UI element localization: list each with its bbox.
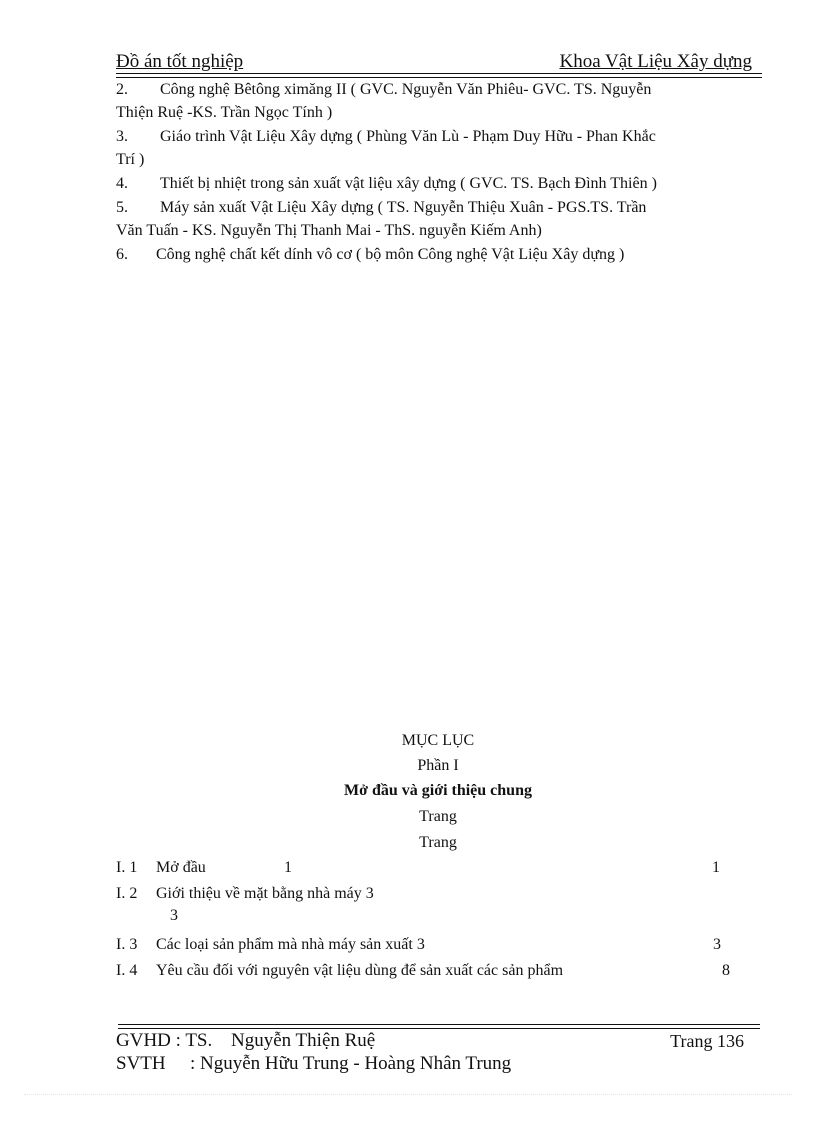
reference-continuation: Trí ) [116,151,145,168]
toc-part: Phần I [417,757,459,774]
reference-item [116,125,756,171]
reference-item [116,172,756,195]
reference-text: Công nghệ chất kết dính vô cơ ( bộ môn Công nghệ Vật Liệu Xây dựng ) [156,246,625,263]
footer-students-names: : Nguyễn Hữu Trung - Hoàng Nhân Trung [190,1053,512,1074]
reference-item [116,78,756,124]
toc-row-page: 1 [712,859,720,876]
footer-advisor-name: Nguyễn Thiện Ruệ [231,1030,376,1051]
toc-row-id: I. 4 [116,962,138,979]
toc-page-label: Trang [419,834,457,851]
toc-row-id: I. 2 [116,885,138,902]
toc-row-text: Mở đầu [156,859,206,876]
reference-text: Giáo trình Vật Liệu Xây dựng ( Phùng Văn Lù - Phạm Duy Hữu - Phan Khắc [160,128,656,145]
toc-row-page: 8 [722,962,730,979]
reference-item [116,243,756,266]
reference-text: Công nghệ Bêtông ximăng II ( GVC. Nguyễn Văn Phiêu- GVC. TS. Nguyễn [160,81,652,98]
reference-item [116,196,756,242]
reference-number: 6. [116,246,128,263]
toc-row-text: Các loại sản phẩm mà nhà máy sản xuất 3 [156,936,425,953]
toc-row-text: Yêu cầu đối với nguyên vật liệu dùng để sản xuất các sản phẩm [156,962,564,979]
header-left-title: Đồ án tốt nghiệp [116,51,244,72]
toc-row-text: Giới thiệu về mặt bằng nhà máy 3 [156,885,374,902]
reference-number: 3. [116,128,128,145]
page-bottom-edge [24,1094,792,1095]
footer-divider [118,1024,760,1029]
reference-list [116,78,756,267]
footer-page-number: Trang 136 [670,1031,744,1051]
toc-row-page: 3 [170,907,178,924]
footer-advisor-label: GVHD : TS. [116,1030,213,1051]
toc-row-id: I. 1 [116,859,138,876]
reference-continuation: Thiện Ruệ -KS. Trần Ngọc Tính ) [116,104,333,121]
reference-continuation: Văn Tuấn - KS. Nguyễn Thị Thanh Mai - ThS. nguyễn Kiếm Anh) [116,222,542,239]
reference-number: 4. [116,175,128,192]
reference-text: Thiết bị nhiệt trong sản xuất vật liệu xây dựng ( GVC. TS. Bạch Đình Thiên ) [160,175,657,192]
toc-row-id: I. 3 [116,936,138,953]
toc-part-title: Mở đầu và giới thiệu chung [344,782,532,799]
toc-page-label: Trang [419,808,457,825]
page-header [116,52,762,72]
toc-row-page: 3 [713,936,721,953]
reference-text: Máy sản xuất Vật Liệu Xây dựng ( TS. Nguyễn Thiệu Xuân - PGS.TS. Trần [160,199,647,216]
header-right-title: Khoa Vật Liệu Xây dựng [559,51,752,72]
reference-number: 2. [116,81,128,98]
toc-title: MỤC LỤC [401,732,475,749]
toc-row-page: 1 [284,859,292,876]
footer-students-label: SVTH [116,1053,166,1074]
reference-number: 5. [116,199,128,216]
